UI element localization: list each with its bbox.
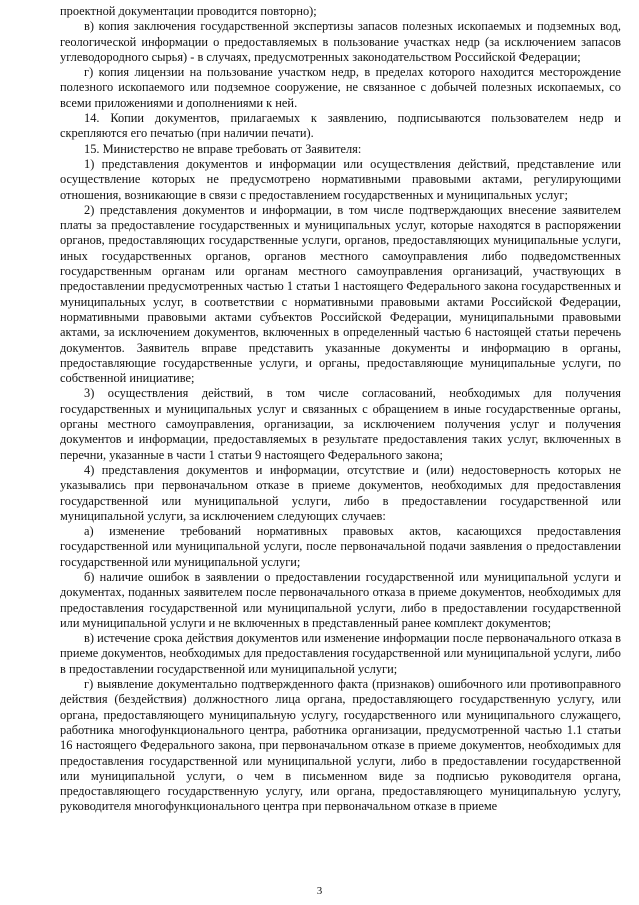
paragraph-continuation: проектной документации проводится повторно); — [60, 4, 317, 18]
paragraph-15-4-g: г) выявление документально подтвержденного факта (признаков) ошибочного или противоправного действия (бездействия) должностного лица органа, предоставляющего государственную услугу, или органа, предоставляющего муниципальную услугу, государственного или муниципального служащего, работника многофункционального центра, работника организации, предусмотренной частью 1.1 статьи 16 настоящего Федерального закона, при первоначальном отказе в приеме документов, необходимых для предоставления государственной или муниципальной услуги, либо в предоставлении государственной или муниципальной услуги, о чем в письменном виде за подписью руководителя органа, предоставляющего государственную услугу, или органа, предоставляющего муниципальную услугу, руководителя многофункционального центра при первоначальном отказе в приеме — [60, 677, 621, 814]
paragraph-15-4-a: а) изменение требований нормативных правовых актов, касающихся предоставления государственной или муниципальной услуги, после первоначальной подачи заявления о предоставлении государственной или муниципальной услуги; — [60, 524, 621, 569]
paragraph-14: 14. Копии документов, прилагаемых к заявлению, подписываются пользователем недр и скрепляются его печатью (при наличии печати). — [60, 111, 621, 141]
paragraph-15-4-v: в) истечение срока действия документов или изменение информации после первоначального отказа в приеме документов, необходимых для предоставления государственной или муниципальной услуги, либо в предоставлении государственной или муниципальной услуги; — [60, 631, 621, 676]
page-number: 3 — [316, 884, 323, 897]
paragraph-item-v: в) копия заключения государственной экспертизы запасов полезных ископаемых и подземных вод, геологической информации о предоставляемых в пользование участках недр (за исключением запасов углеводородного сырья) - в случаях, предусмотренных законодательством Российской Федерации; — [60, 19, 621, 64]
paragraph-15-4: 4) представления документов и информации, отсутствие и (или) недостоверность которых не указывались при первоначальном отказе в приеме документов, необходимых для предоставления государственной или муниципальной услуги, либо в предоставлении государственной или муниципальной услуги, за исключением следующих случаев: — [60, 462, 621, 523]
paragraph-item-g: г) копия лицензии на пользование участком недр, в пределах которого находится месторождение полезного ископаемого или подземное сооружение, не связанное с добычей полезных ископаемых, со всеми приложениями и дополнениями к ней. — [60, 65, 621, 110]
paragraph-15: 15. Министерство не вправе требовать от Заявителя: — [84, 141, 362, 156]
paragraph-15-1: 1) представления документов и информации или осуществления действий, представление или осуществление которых не предусмотрено нормативными правовыми актами, регулирующими отношения, возникающие в связи с предоставлением государственных и муниципальных услуг; — [60, 156, 621, 202]
paragraph-15-3: 3) осуществления действий, в том числе согласований, необходимых для получения государственных и муниципальных услуг и связанных с обращением в иные государственные органы, органы местного самоуправления, организации, за исключением получения услуг и получения документов и информации, предоставляемых в результате предоставления таких услуг, включенных в перечни, указанные в части 1 статьи 9 настоящего Федерального закона; — [60, 386, 621, 462]
paragraph-15-4-b: б) наличие ошибок в заявлении о предоставлении государственной или муниципальной услуги и документах, поданных заявителем после первоначального отказа в приеме документов, необходимых для предоставления государственной или муниципальной услуги, либо в предоставлении государственной или муниципальной услуги и не включенных в представленный ранее комплект документов; — [60, 569, 621, 630]
paragraph-15-2: 2) представления документов и информации, в том числе подтверждающих внесение заявителем платы за предоставление государственных и муниципальных услуг, которые находятся в распоряжении органов, предоставляющих государственные услуги, органов, предоставляющих муниципальные услуги, иных государственных органов, органов местного самоуправления либо подведомственных государственным органам или органам местного самоуправления организаций, участвующих в предоставлении предусмотренных частью 1 статьи 1 настоящего Федерального закона государственных и муниципальных услуг, в соответствии с нормативными правовыми актами Российской Федерации, нормативными правовыми актами субъектов Российской Федерации, муниципальными правовыми актами, за исключением документов, включенных в определенный частью 6 настоящей статьи перечень документов. Заявитель вправе представить указанные документы и информацию в органы, предоставляющие государственные услуги, и органы, предоставляющие муниципальные услуги, по собственной инициативе; — [60, 202, 621, 386]
